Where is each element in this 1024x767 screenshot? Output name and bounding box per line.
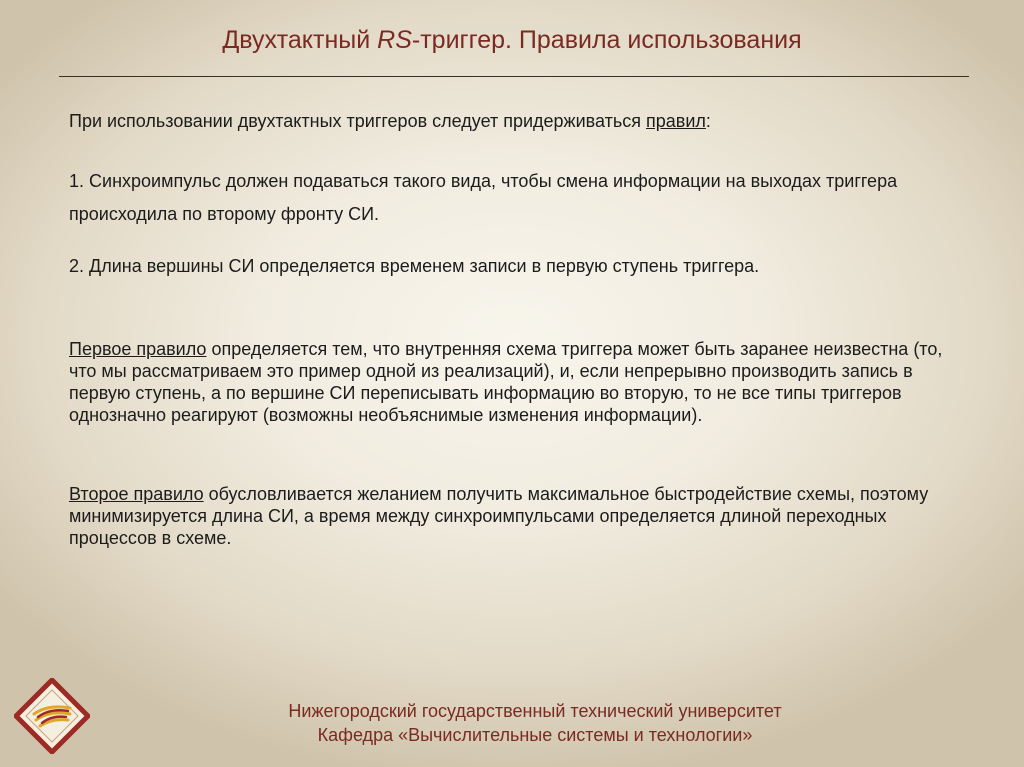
title-suffix: -триггер. Правила использования — [411, 26, 802, 54]
footer-department: Кафедра «Вычислительные системы и технологии» — [317, 725, 753, 745]
rule-2: 2. Длина вершины СИ определяется временем записи в первую ступень триггера. — [69, 256, 760, 276]
slide-title — [0, 26, 1024, 55]
title-prefix: Двухтактный — [222, 26, 378, 54]
explanation-1-lead: Первое правило — [69, 339, 207, 359]
explanation-2 — [69, 483, 959, 549]
intro-end: : — [705, 111, 711, 131]
title-divider — [59, 76, 969, 77]
title-italic: RS — [377, 26, 412, 54]
university-logo-icon — [14, 678, 90, 754]
rule-1: 1. Синхроимпульс должен подаваться такого вида, чтобы смена информации на выходах триггера происходила по второму фронту СИ. — [69, 171, 898, 224]
intro-rules-link: правил — [646, 111, 706, 131]
explanation-1-text: определяется тем, что внутренняя схема триггера может быть заранее неизвестна (то, что мы рассматриваем это пример одной из реализаций), и, если непрерывно производить запись в первую ступень, а по вершине СИ переписывать информацию во вторую, то не все типы триггеров однозначно реагируют (возможны необъяснимые изменения информации). — [69, 339, 943, 425]
intro-text: При использовании двухтактных триггеров следует придерживаться — [69, 111, 647, 131]
explanation-1 — [69, 338, 959, 426]
explanation-2-lead: Второе правило — [69, 484, 204, 504]
explanation-2-text: обусловливается желанием получить максимальное быстродействие схемы, поэтому минимизируется длина СИ, а время между синхроимпульсами определяется длиной переходных процессов в схеме. — [69, 484, 929, 548]
footer-university: Нижегородский государственный технический университет — [288, 701, 782, 721]
intro-paragraph — [69, 110, 959, 132]
